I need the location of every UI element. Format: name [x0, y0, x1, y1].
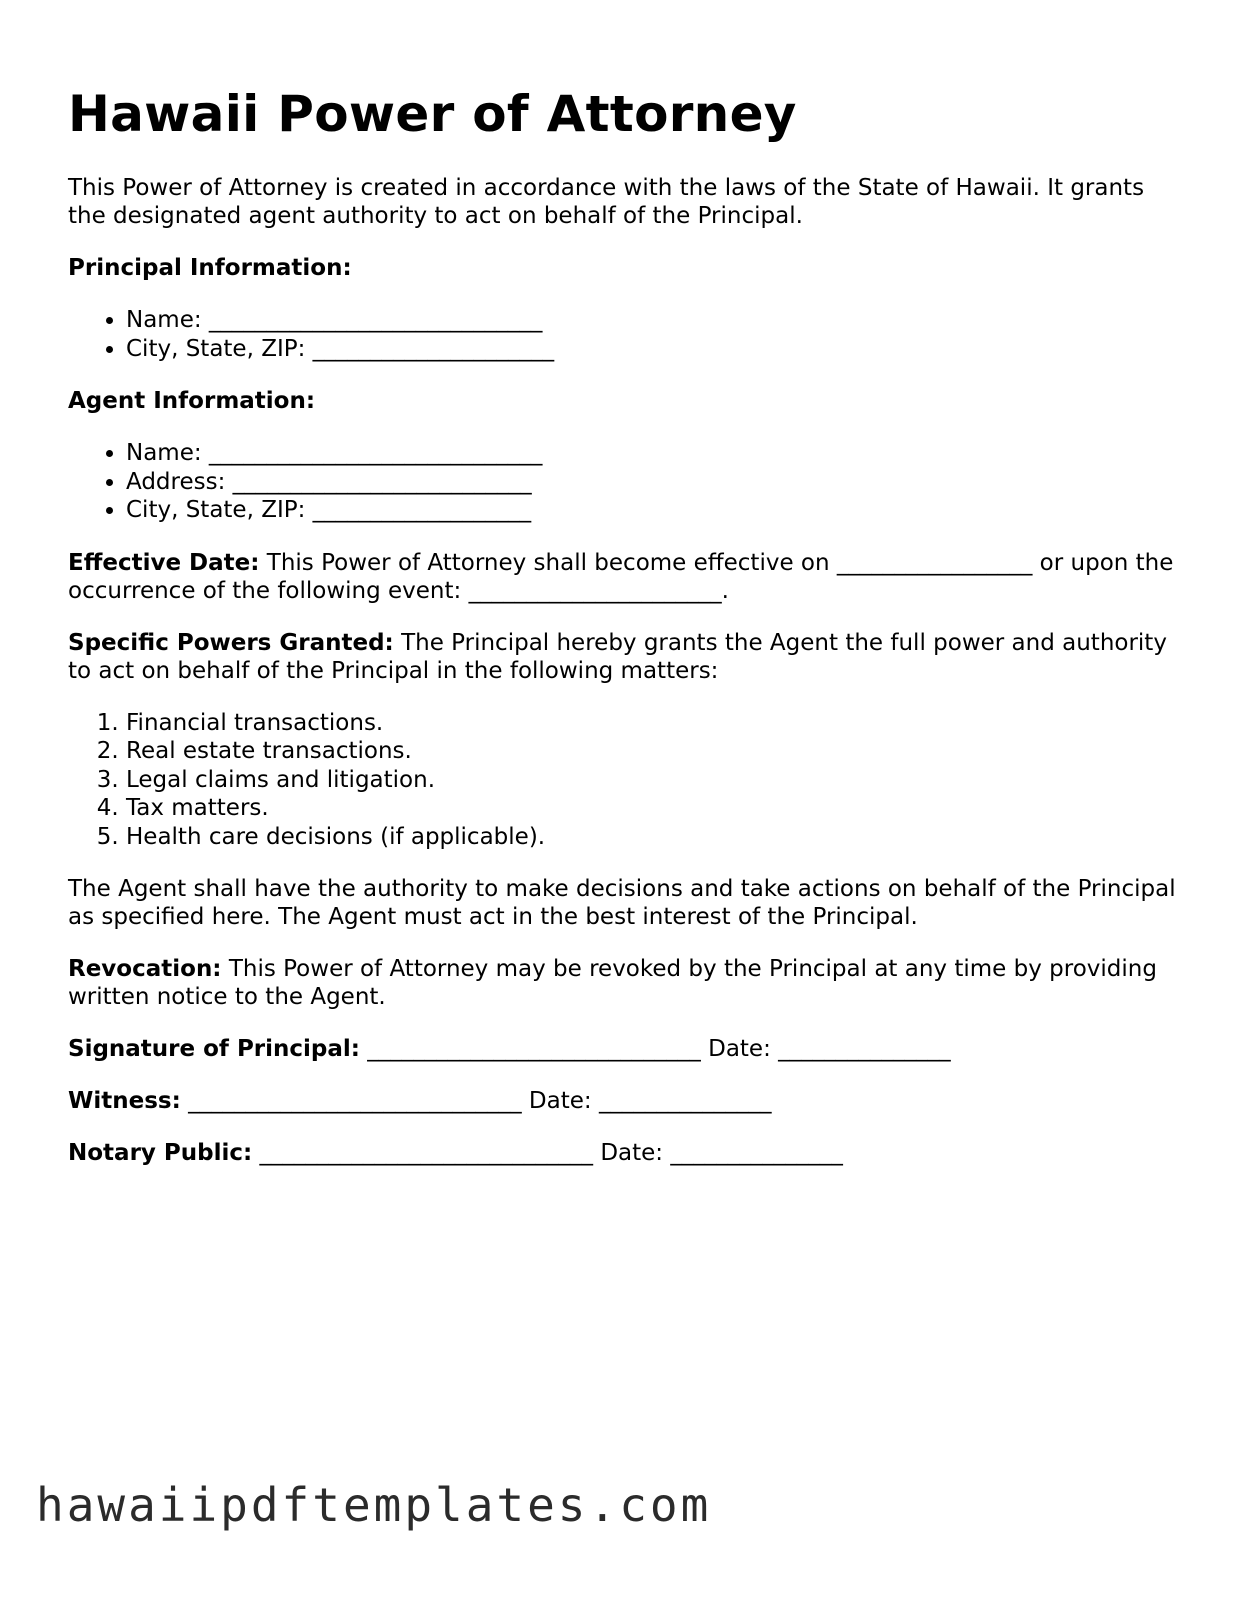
list-item: 1. Financial transactions. — [126, 709, 1178, 738]
witness-signature-line — [68, 1087, 1178, 1115]
notary-signature-label: Notary Public: — [68, 1140, 253, 1166]
document-title: Hawaii Power of Attorney — [68, 85, 797, 143]
revocation-paragraph — [68, 955, 1178, 1011]
principal-city-state-zip-field[interactable]: • City, State, ZIP: _____________________ — [126, 335, 1178, 364]
effective-date-label: Effective Date: — [68, 549, 260, 576]
agent-heading: Agent Information: — [68, 388, 316, 414]
witness-signature-label: Witness: — [68, 1088, 181, 1114]
powers-list — [68, 709, 1178, 852]
principal-heading: Principal Information: — [68, 255, 352, 281]
site-watermark: hawaiipdftemplates.com — [36, 1478, 712, 1532]
list-item: 3. Legal claims and litigation. — [126, 766, 1178, 795]
powers-paragraph — [68, 629, 1178, 685]
notary-signature-line — [68, 1139, 1178, 1167]
notary-signature-field[interactable]: _____________________________ Date: _______________ — [252, 1140, 843, 1166]
list-item: 4. Tax matters. — [126, 794, 1178, 823]
revocation-text: This Power of Attorney may be revoked by the Principal at any time by providing written notice to the Agent. — [68, 956, 1157, 1010]
list-item: 5. Health care decisions (if applicable). — [126, 823, 1178, 852]
list-item: 2. Real estate transactions. — [126, 737, 1178, 766]
principal-signature-line — [68, 1035, 1178, 1063]
revocation-label: Revocation: — [68, 956, 222, 982]
principal-signature-field[interactable]: _____________________________ Date: _______________ — [359, 1036, 951, 1062]
principal-name-field[interactable]: • Name: _____________________________ — [126, 306, 1178, 335]
effective-date-paragraph — [68, 549, 1178, 605]
agent-city-state-zip-field[interactable]: • City, State, ZIP: ___________________ — [126, 496, 1178, 525]
principal-signature-label: Signature of Principal: — [68, 1036, 360, 1062]
powers-text: The Principal hereby grants the Agent the full power and authority to act on behalf of the Principal in the following matters: — [68, 629, 1167, 684]
powers-label: Specific Powers Granted: — [68, 629, 394, 656]
document-page — [68, 0, 1178, 1167]
agent-address-field[interactable]: • Address: __________________________ — [126, 468, 1178, 497]
witness-signature-field[interactable]: _____________________________ Date: _______________ — [180, 1088, 772, 1114]
effective-date-text[interactable]: This Power of Attorney shall become effective on _________________ or upon the occurrence of the following event: ______________________. — [68, 549, 1174, 604]
principal-fields-list — [68, 306, 1178, 363]
agent-fields-list — [68, 439, 1178, 525]
agent-name-field[interactable]: • Name: _____________________________ — [126, 439, 1178, 468]
intro-paragraph: This Power of Attorney is created in accordance with the laws of the State of Hawaii. It grants the designated agent authority to act on behalf of the Principal. — [68, 175, 1145, 229]
agent-authority-paragraph: The Agent shall have the authority to make decisions and take actions on behalf of the Principal as specified here. The Agent must act in the best interest of the Principal. — [68, 876, 1176, 930]
